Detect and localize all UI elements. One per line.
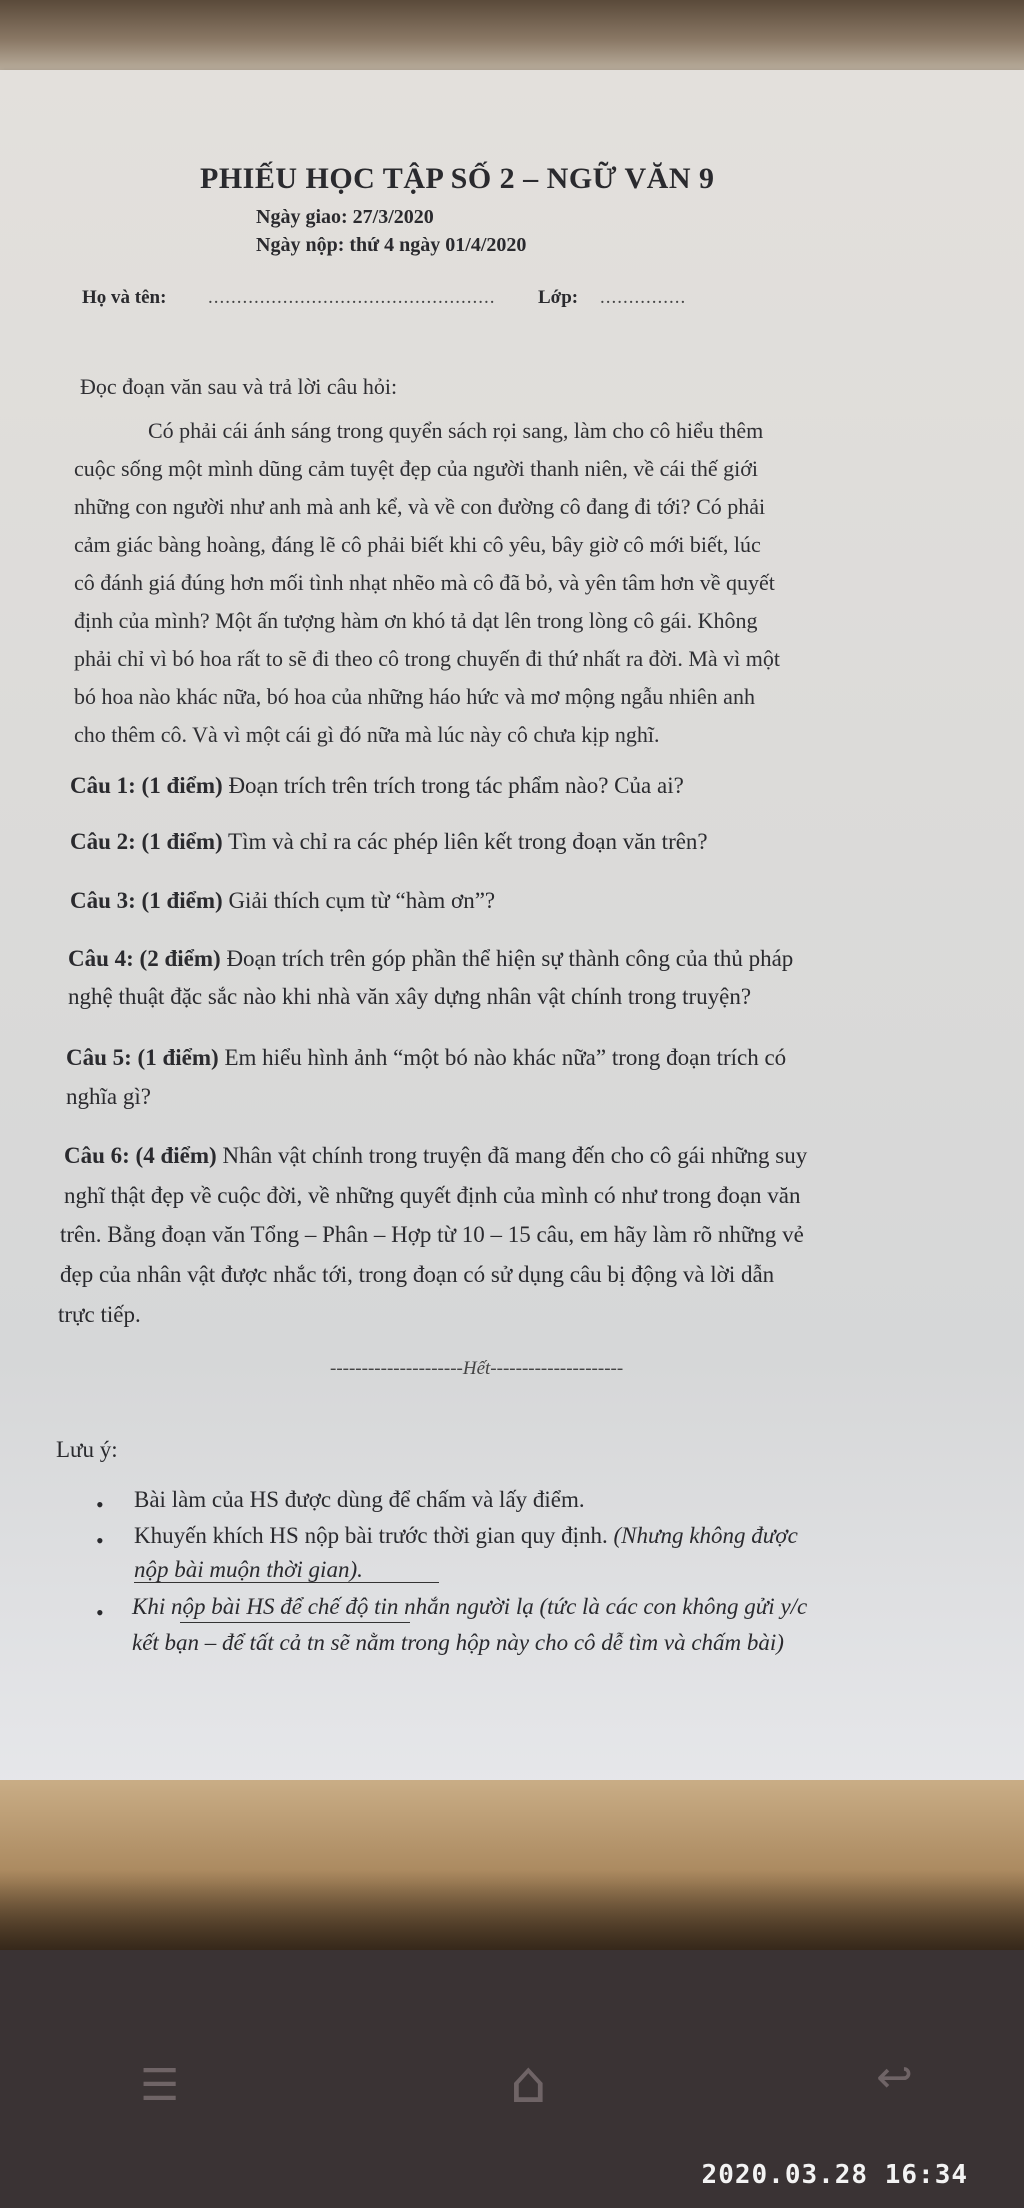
name-label: Họ và tên: (82, 287, 167, 308)
passage-line: cuộc sống một mình dũng cảm tuyệt đẹp của người thanh niên, về cái thế giới (74, 456, 759, 481)
class-blank: ............... (600, 287, 687, 308)
bullet-icon: • (96, 1600, 104, 1625)
question-6-line-3: trên. Bằng đoạn văn Tổng – Phân – Hợp từ 10 – 15 câu, em hãy làm rõ những vẻ (60, 1222, 804, 1247)
passage-line: cho thêm cô. Và vì một cái gì đó nữa mà lúc này cô chưa kịp nghĩ. (74, 722, 660, 747)
question-label: Câu 5: (1 điểm) (66, 1045, 219, 1070)
question-6-line-5: trực tiếp. (58, 1302, 141, 1327)
question-5 (66, 1045, 786, 1071)
note-italic: kết bạn – để tất cả tn sẽ nằm trong hộp này cho cô dễ tìm và chấm bài) (132, 1630, 784, 1655)
note-2-line-2 (134, 1557, 363, 1583)
worksheet-title: PHIẾU HỌC TẬP SỐ 2 – NGỮ VĂN 9 (200, 162, 715, 195)
note-italic: nộp bài muộn thời gian). (134, 1557, 363, 1582)
question-text: Đoạn trích trên góp phần thể hiện sự thành công của thủ pháp (226, 946, 794, 971)
end-marker: ---------------------Hết--------------------- (330, 1358, 624, 1379)
note-3 (132, 1594, 807, 1620)
question-1 (70, 773, 684, 799)
table-shadow (0, 1870, 1024, 1950)
question-text: Nhân vật chính trong truyện đã mang đến cho cô gái những suy (222, 1143, 808, 1168)
question-text: Giải thích cụm từ “hàm ơn”? (228, 888, 496, 913)
underline (180, 1622, 410, 1623)
home-icon[interactable]: ⌂ (510, 2048, 547, 2116)
note-1: Bài làm của HS được dùng để chấm và lấy điểm. (134, 1487, 585, 1512)
question-label: Câu 4: (2 điểm) (68, 946, 221, 971)
note-text: Khuyến khích HS nộp bài trước thời gian quy định. (134, 1523, 614, 1548)
question-5-line-2: nghĩa gì? (66, 1084, 151, 1109)
question-text: Đoạn trích trên trích trong tác phẩm nào? Của ai? (228, 773, 684, 798)
bullet-icon: • (96, 1492, 104, 1517)
class-label: Lớp: (538, 287, 579, 308)
question-4 (68, 946, 793, 972)
note-3-line-2 (132, 1630, 784, 1656)
passage-line: Có phải cái ánh sáng trong quyển sách rọi sang, làm cho cô hiểu thêm (148, 418, 764, 443)
question-label: Câu 1: (1 điểm) (70, 773, 223, 798)
photo-timestamp: 2020.03.28 16:34 (701, 2160, 968, 2190)
question-text: Em hiểu hình ảnh “một bó nào khác nữa” trong đoạn trích có (224, 1045, 787, 1070)
underline (134, 1582, 439, 1583)
menu-icon[interactable]: ☰ (140, 2060, 180, 2111)
instruction: Đọc đoạn văn sau và trả lời câu hỏi: (80, 374, 398, 399)
passage-line: phải chỉ vì bó hoa rất to sẽ đi theo cô trong chuyến đi thứ nhất ra đời. Mà vì một (74, 646, 781, 671)
question-6 (64, 1143, 807, 1169)
passage-line: bó hoa nào khác nữa, bó hoa của những háo hức và mơ mộng ngẫu nhiên anh (74, 684, 755, 709)
question-label: Câu 3: (1 điểm) (70, 888, 223, 913)
bullet-icon: • (96, 1528, 104, 1553)
date-given: Ngày giao: 27/3/2020 (256, 206, 434, 228)
passage-line: định của mình? Một ấn tượng hàm ơn khó tả dạt lên trong lòng cô gái. Không (74, 608, 758, 633)
question-6-line-2: nghĩ thật đẹp về cuộc đời, về những quyết định của mình có như trong đoạn văn (64, 1183, 801, 1208)
back-icon[interactable]: ↩ (876, 2052, 913, 2103)
question-text: Tìm và chỉ ra các phép liên kết trong đoạn văn trên? (228, 829, 708, 854)
note-2 (134, 1523, 798, 1549)
note-label: Lưu ý: (56, 1437, 118, 1462)
note-italic: Khi nộp bài HS để chế độ tin nhắn người lạ (tức là các con không gửi y/c (132, 1594, 808, 1619)
question-3 (70, 888, 495, 914)
question-4-line-2: nghệ thuật đặc sắc nào khi nhà văn xây dựng nhân vật chính trong truyện? (68, 984, 752, 1009)
note-italic: (Nhưng không được (613, 1523, 798, 1548)
passage-line: cảm giác bàng hoàng, đáng lẽ cô phải biết khi cô yêu, bây giờ cô mới biết, lúc (74, 532, 761, 557)
date-due: Ngày nộp: thứ 4 ngày 01/4/2020 (256, 234, 527, 256)
question-label: Câu 2: (1 điểm) (70, 829, 223, 854)
name-blank: .................................................. (208, 287, 496, 308)
question-2 (70, 829, 708, 855)
passage-line: những con người như anh mà anh kể, và về con đường cô đang đi tới? Có phải (74, 494, 766, 519)
question-6-line-4: đẹp của nhân vật được nhắc tới, trong đoạn có sử dụng câu bị động và lời dẫn (60, 1262, 775, 1287)
passage-line: cô đánh giá đúng hơn mối tình nhạt nhẽo mà cô đã bỏ, và yên tâm hơn về quyết (74, 570, 775, 595)
question-label: Câu 6: (4 điểm) (64, 1143, 217, 1168)
